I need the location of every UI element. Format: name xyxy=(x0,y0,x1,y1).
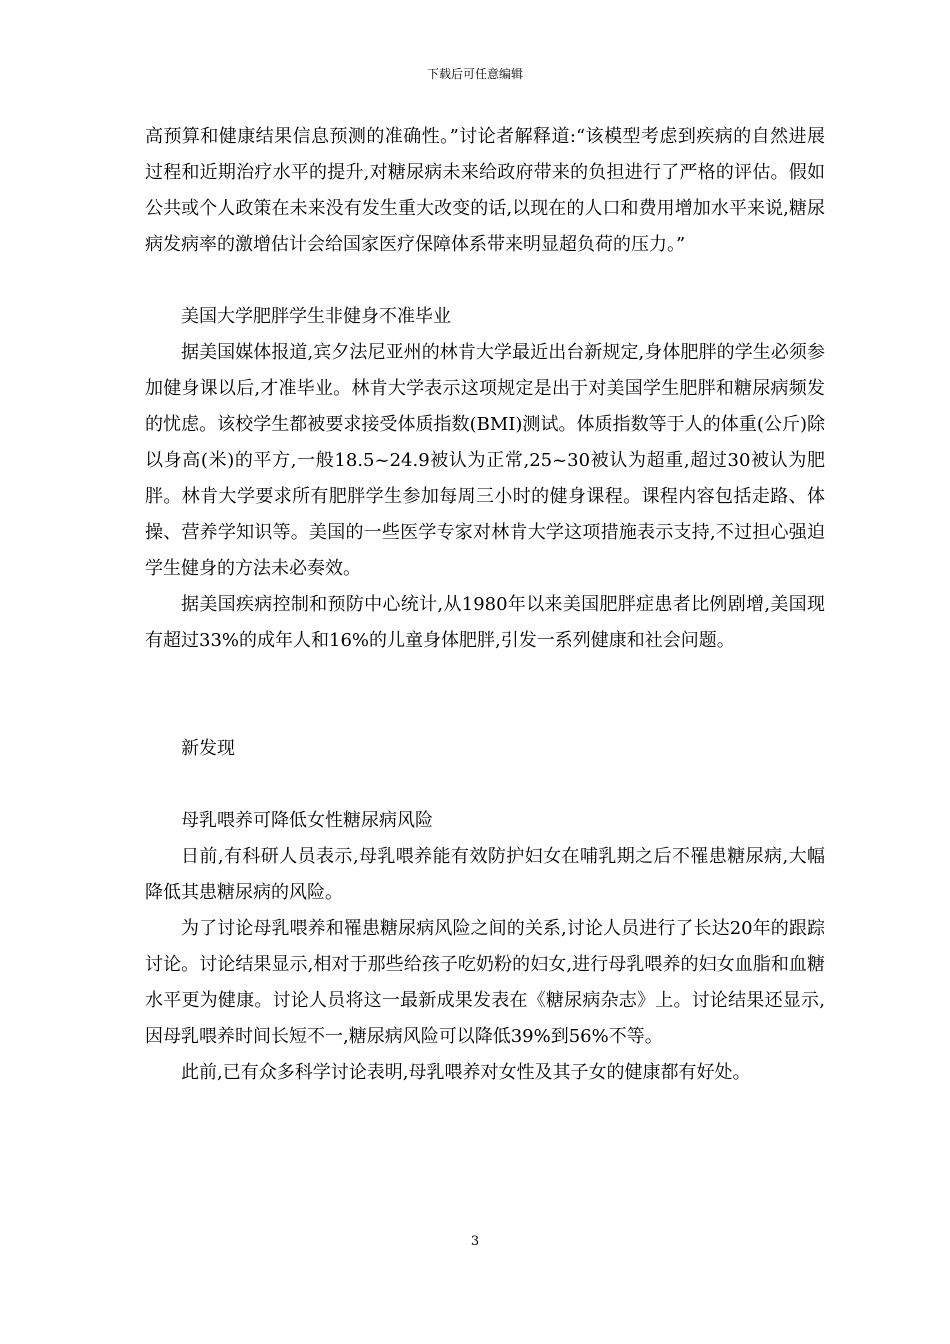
paragraph-breastfeeding-conclusion: 此前,已有众多科学讨论表明,母乳喂养对女性及其子女的健康都有好处。 xyxy=(181,1062,751,1083)
paragraph-breastfeeding-intro: 日前,有科研人员表示,母乳喂养能有效防护妇女在哺乳期之后不罹患糖尿病,大幅降低其患糖尿病的风险。 xyxy=(145,846,825,903)
article-heading-obesity: 美国大学肥胖学生非健身不准毕业 xyxy=(181,306,451,327)
page-header: 下载后可任意编辑 xyxy=(426,67,523,81)
paragraph-cdc-statistics: 据美国疾病控制和预防中心统计,从1980年以来美国肥胖症患者比例剧增,美国现有超过33%的成年人和16%的儿童身体肥胖,引发一系列健康和社会问题。 xyxy=(145,594,825,651)
article-heading-breastfeeding: 母乳喂养可降低女性糖尿病风险 xyxy=(181,810,433,831)
paragraph-breastfeeding-study: 为了讨论母乳喂养和罹患糖尿病风险之间的关系,讨论人员进行了长达20年的跟踪讨论。讨论结果显示,相对于那些给孩子吃奶粉的妇女,进行母乳喂养的妇女血脂和血糖水平更为健康。讨论人员将这一最新成果发表在《糖尿病杂志》上。讨论结果还显示,因母乳喂养时间长短不一,糖尿病风险可以降低39%到56%不等。 xyxy=(145,918,825,1047)
document-body xyxy=(145,119,825,1091)
page-number: 3 xyxy=(470,1234,480,1249)
section-title: 新发现 xyxy=(181,738,235,759)
spacer xyxy=(145,767,825,803)
spacer xyxy=(145,263,825,299)
spacer xyxy=(145,659,825,731)
paragraph-lincoln-university: 据美国媒体报道,宾夕法尼亚州的林肯大学最近出台新规定,身体肥胖的学生必须参加健身课以后,才准毕业。林肯大学表示这项规定是出于对美国学生肥胖和糖尿病频发的忧虑。该校学生都被要求接受体质指数(BMI)测试。体质指数等于人的体重(公斤)除以身高(米)的平方,一般18.5~24.9被认为正常,25~30被认为超重,超过30被认为肥胖。林肯大学要求所有肥胖学生参加每周三小时的健身课程。课程内容包括走路、体操、营养学知识等。美国的一些医学专家对林肯大学这项措施表示支持,不过担心强迫学生健身的方法未必奏效。 xyxy=(145,342,825,579)
paragraph-diabetes-model: 高预算和健康结果信息预测的准确性。”讨论者解释道:“该模型考虑到疾病的自然进展过程和近期治疗水平的提升,对糖尿病未来给政府带来的负担进行了严格的评估。假如公共或个人政策在未来没有发生重大改变的话,以现在的人口和费用增加水平来说,糖尿病发病率的激增估计会给国家医疗保障体系带来明显超负荷的压力。” xyxy=(145,126,825,255)
